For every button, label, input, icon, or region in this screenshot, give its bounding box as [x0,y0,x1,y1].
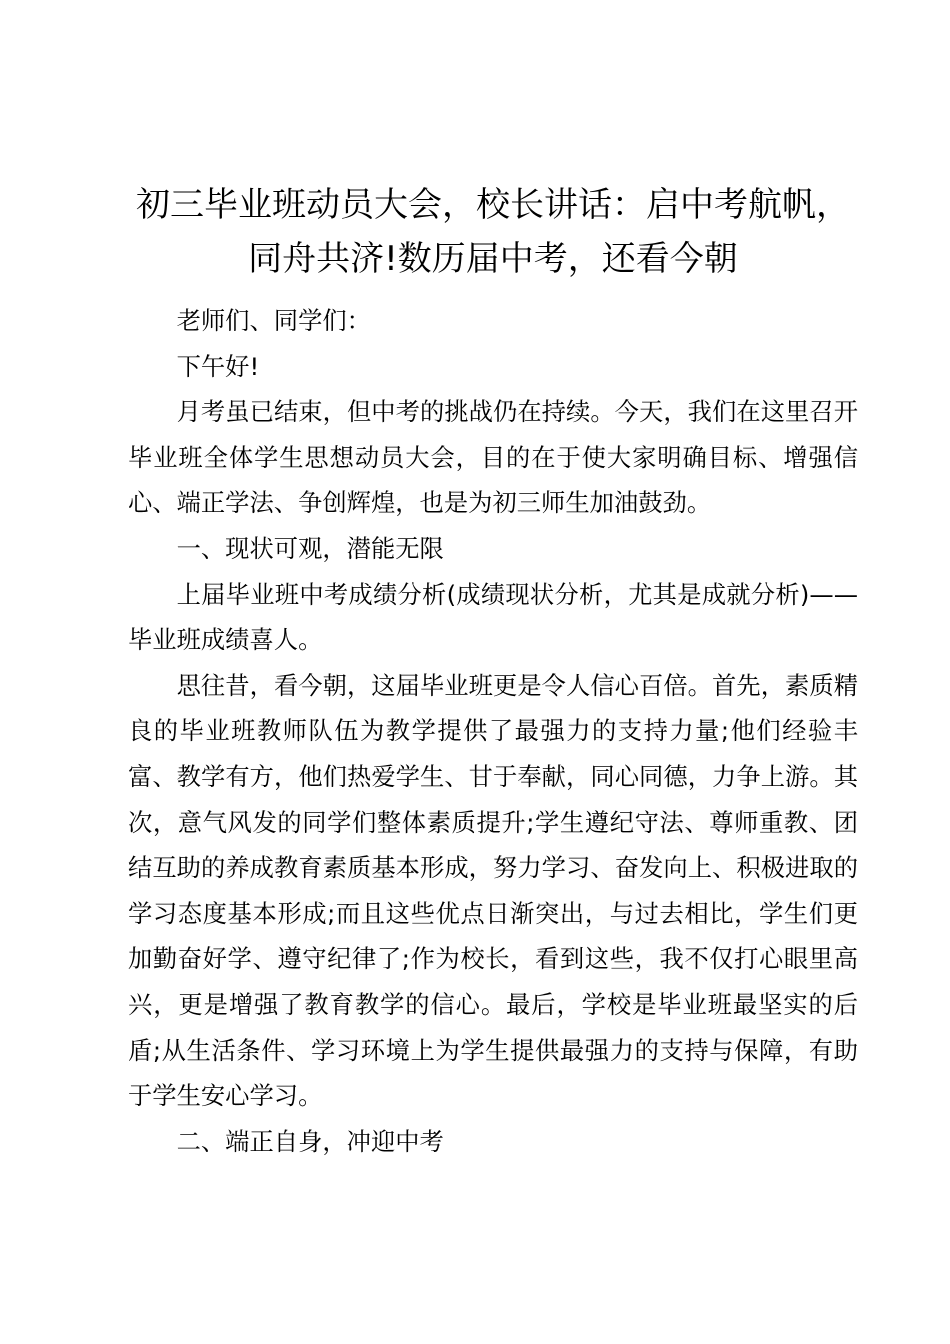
paragraph-confidence: 思往昔，看今朝，这届毕业班更是令人信心百倍。首先，素质精良的毕业班教师队伍为教学提供了最强力的支持力量;他们经验丰富、教学有方，他们热爱学生、甘于奉献，同心同德，力争上游。其次，意气风发的同学们整体素质提升;学生遵纪守法、尊师重教、团结互助的养成教育素质基本形成，努力学习、奋发向上、积极进取的学习态度基本形成;而且这些优点日渐突出，与过去相比，学生们更加勤奋好学、遵守纪律了;作为校长，看到这些，我不仅打心眼里高兴，更是增强了教育教学的信心。最后，学校是毕业班最坚实的后盾;从生活条件、学习环境上为学生提供最强力的支持与保障，有助于学生安心学习。 [128,670,858,1111]
greeting: 下午好! [176,351,260,381]
section-heading-1: 一、现状可观，潜能无限 [176,533,444,563]
salutation: 老师们、同学们： [176,306,371,335]
document-title: 初三毕业班动员大会，校长讲话：启中考航帆，同舟共济!数历届中考，还看今朝 [136,185,850,279]
paragraph-results-analysis: 上届毕业班中考成绩分析(成绩现状分析，尤其是成就分析)——毕业班成绩喜人。 [128,579,858,655]
paragraph-exam-mobilization: 月考虽已结束，但中考的挑战仍在持续。今天，我们在这里召开毕业班全体学生思想动员大会，目的在于使大家明确目标、增强信心、端正学法、争创辉煌，也是为初三师生加油鼓劲。 [128,397,858,518]
section-heading-2: 二、端正自身，冲迎中考 [176,1126,444,1156]
document-page [128,178,858,1164]
